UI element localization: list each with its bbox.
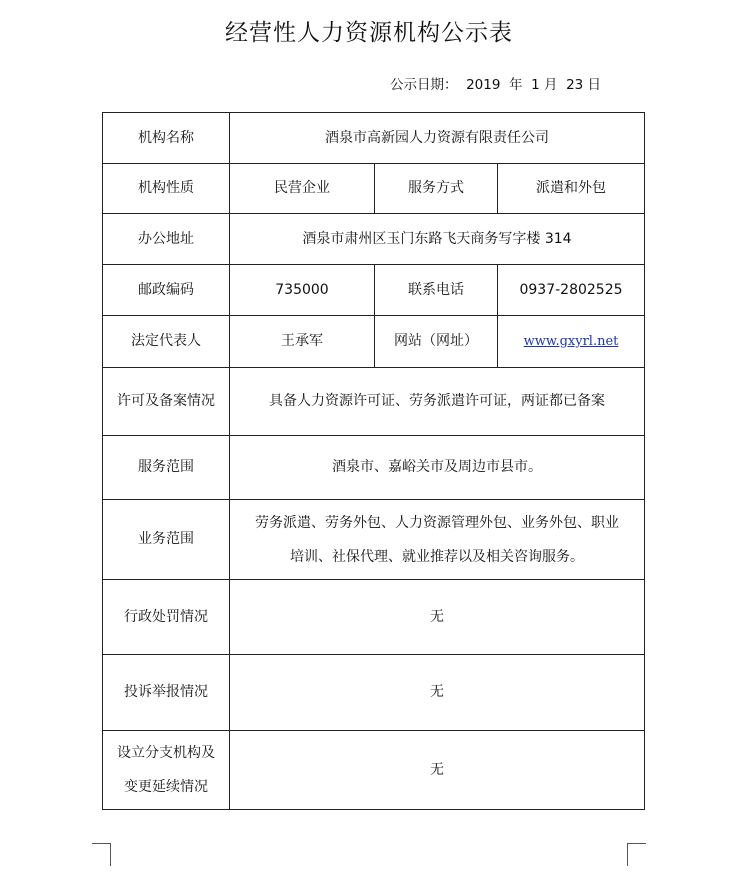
service-mode-value: 派遣和外包 [498, 164, 645, 214]
page-corner-mark-right [627, 843, 646, 866]
service-area-value: 酒泉市、嘉峪关市及周边市县市。 [230, 436, 645, 500]
business-scope-value [230, 500, 645, 580]
phone-value: 0937-2802525 [498, 265, 645, 316]
branch-label-line: 变更延续情况 [124, 779, 208, 795]
legal-rep-value: 王承军 [230, 316, 375, 368]
complaints-label: 投诉举报情况 [103, 655, 230, 731]
table-row [103, 655, 645, 731]
table-row [103, 164, 645, 214]
address-label: 办公地址 [103, 214, 230, 265]
address-value: 酒泉市肃州区玉门东路飞天商务写字楼 314 [230, 214, 645, 265]
table-row [103, 316, 645, 368]
website-link[interactable]: www.gxyrl.net [523, 334, 619, 350]
complaints-value: 无 [230, 655, 645, 731]
info-table [102, 112, 645, 810]
penalty-value: 无 [230, 580, 645, 655]
table-row [103, 500, 645, 580]
business-scope-label: 业务范围 [103, 500, 230, 580]
website-label: 网站（网址） [375, 316, 498, 368]
business-scope-line: 培训、社保代理、就业推荐以及相关咨询服务。 [290, 548, 584, 565]
table-row [103, 731, 645, 810]
license-label: 许可及备案情况 [103, 368, 230, 436]
branch-value: 无 [230, 731, 645, 810]
page-corner-mark-left [92, 843, 111, 866]
website-cell [498, 316, 645, 368]
table-row [103, 580, 645, 655]
table-row [103, 265, 645, 316]
service-mode-label: 服务方式 [375, 164, 498, 214]
org-name-value: 酒泉市高新园人力资源有限责任公司 [230, 113, 645, 164]
postcode-label: 邮政编码 [103, 265, 230, 316]
org-name-label: 机构名称 [103, 113, 230, 164]
table-row [103, 368, 645, 436]
org-nature-label: 机构性质 [103, 164, 230, 214]
document-title: 经营性人力资源机构公示表 [225, 20, 513, 46]
service-area-label: 服务范围 [103, 436, 230, 500]
business-scope-line: 劳务派遣、劳务外包、人力资源管理外包、业务外包、职业 [255, 514, 619, 531]
announce-date: 公示日期： 2019 年 1 月 23 日 [390, 77, 602, 93]
table-row [103, 113, 645, 164]
branch-label-line: 设立分支机构及 [117, 745, 215, 761]
phone-label: 联系电话 [375, 265, 498, 316]
license-value: 具备人力资源许可证、劳务派遣许可证，两证都已备案 [230, 368, 645, 436]
legal-rep-label: 法定代表人 [103, 316, 230, 368]
penalty-label: 行政处罚情况 [103, 580, 230, 655]
table-row [103, 436, 645, 500]
postcode-value: 735000 [230, 265, 375, 316]
branch-label [103, 731, 230, 810]
org-nature-value: 民营企业 [230, 164, 375, 214]
table-row [103, 214, 645, 265]
